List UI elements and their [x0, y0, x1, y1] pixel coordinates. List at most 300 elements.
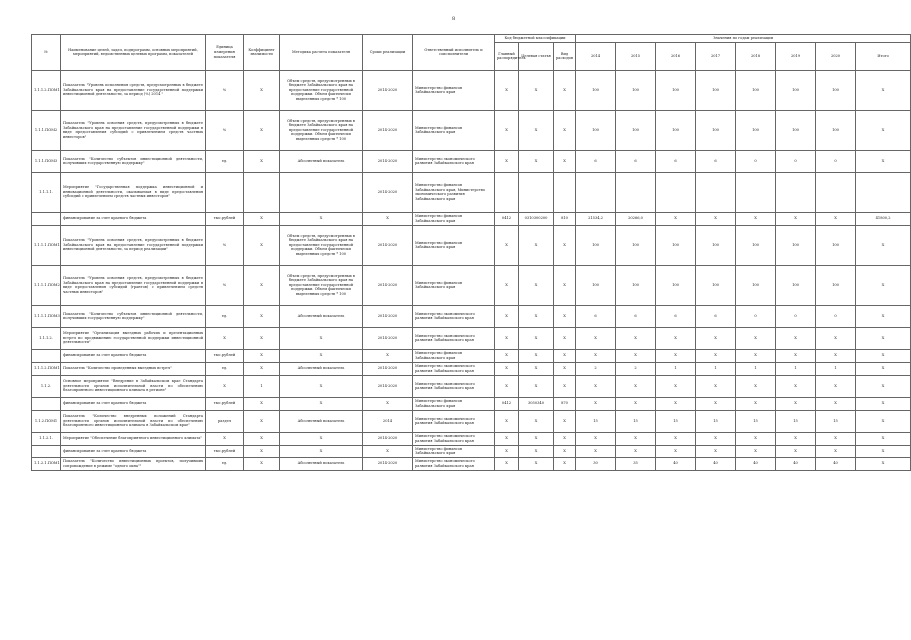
row-unit: тыс.рублей — [206, 349, 244, 362]
program-table — [31, 34, 911, 471]
row-deadline: Х — [363, 397, 413, 410]
row-name: Показатель "Уровень освоения средств, предусмотренных в бюджете Забайкальского края на предоставление государственной поддержки в виде предоставления субсидий (грантов) с привлечением средств частных инвесторов" — [61, 265, 206, 305]
row-value-2020: Х — [816, 445, 856, 457]
row-value-2016: 40 — [656, 457, 696, 470]
row-value-2017: Х — [696, 397, 736, 410]
row-value-2020: Х — [816, 397, 856, 410]
row-method: Абсолютный показатель — [280, 362, 363, 375]
row-method: Объем средств, предусмотренных в бюджете Забайкальского края на предоставление государственной поддержки. Объем фактически выделенных средств * 100 — [280, 225, 363, 265]
row-total: Х — [856, 349, 911, 362]
row-number: 1.1.1.2.ПОМ1 — [32, 70, 61, 110]
table-row — [32, 305, 911, 327]
table-row — [32, 150, 911, 172]
row-name: Мероприятие "Обеспечение благоприятного инвестиционного климата" — [61, 432, 206, 445]
row-value-2018: Х — [736, 327, 776, 349]
row-coef — [244, 172, 280, 212]
row-kbk-target: Х — [519, 70, 554, 110]
row-value-2018: 100 — [736, 225, 776, 265]
row-kbk-ministry: Х — [495, 150, 519, 172]
row-name: финансирование за счет краевого бюджета — [61, 212, 206, 225]
row-name: Показатель "Количество внедренных положений Стандарта деятельности органов исполнительной власти по обеспечению благоприятного инвестиционного климата в Забайкальском крае" — [61, 410, 206, 432]
table-row — [32, 457, 911, 470]
row-kbk-ministry: Х — [495, 265, 519, 305]
row-value-2014 — [576, 172, 616, 212]
row-total: Х — [856, 410, 911, 432]
row-number — [32, 445, 61, 457]
row-value-2014: 100 — [576, 70, 616, 110]
row-number: 1.1.2. — [32, 375, 61, 397]
row-number: 1.1.1.1. — [32, 172, 61, 212]
row-method: Абсолютный показатель — [280, 410, 363, 432]
row-number — [32, 212, 61, 225]
row-kbk-type: Х — [554, 410, 576, 432]
row-method: Х — [280, 432, 363, 445]
row-value-2018: 100 — [736, 265, 776, 305]
row-value-2015: 35 — [616, 457, 656, 470]
row-value-2019: Х — [776, 327, 816, 349]
row-deadline: 2014-2020 — [363, 432, 413, 445]
row-kbk-target: 3050340 — [519, 397, 554, 410]
table-row — [32, 445, 911, 457]
row-value-2014: Х — [576, 375, 616, 397]
row-value-2018: Х — [736, 212, 776, 225]
row-number: 1.1.1.ПОМ2 — [32, 110, 61, 150]
row-kbk-ministry: Х — [495, 349, 519, 362]
table-row — [32, 375, 911, 397]
row-value-2019: 0 — [776, 305, 816, 327]
row-unit: % — [206, 225, 244, 265]
row-value-2014: Х — [576, 327, 616, 349]
row-deadline: 2014-2020 — [363, 327, 413, 349]
row-total: Х — [856, 110, 911, 150]
row-responsible: Министерство финансов Забайкальского края — [413, 70, 495, 110]
row-value-2017: Х — [696, 212, 736, 225]
row-coef: Х — [244, 410, 280, 432]
row-unit: раздел — [206, 410, 244, 432]
row-value-2017: Х — [696, 349, 736, 362]
row-value-2017: Х — [696, 375, 736, 397]
row-total: Х — [856, 375, 911, 397]
row-name: Показатель "Уровень освоения средств, предусмотренных в бюджете Забайкальского края на предоставление государственной поддержки инвестиционной деятельности, за период реализации" — [61, 225, 206, 265]
row-value-2015: Х — [616, 445, 656, 457]
table-row — [32, 397, 911, 410]
row-value-2016: Х — [656, 445, 696, 457]
row-name: Показатель "Уровень освоения средств, предусмотренных в бюджете Забайкальского края на предоставление государственной поддержки в виде предоставления субсидий с привлечением средств частных инвесторов" — [61, 110, 206, 150]
table-row — [32, 349, 911, 362]
row-value-2016: Х — [656, 397, 696, 410]
row-deadline: Х — [363, 349, 413, 362]
row-value-2016: 6 — [656, 150, 696, 172]
row-value-2018: 1 — [736, 362, 776, 375]
row-kbk-target: Х — [519, 150, 554, 172]
row-value-2014: 100 — [576, 265, 616, 305]
row-responsible: Министерство экономического развития Забайкальского края — [413, 375, 495, 397]
row-name: Мероприятие "Государственная поддержка инвестиционной и инновационной деятельности, оказываемая в виде предоставления субсидий с привлечением средств частных инвесторов" — [61, 172, 206, 212]
row-value-2017: 100 — [696, 265, 736, 305]
row-deadline: 2014-2020 — [363, 150, 413, 172]
row-value-2014: 21534,2 — [576, 212, 616, 225]
row-deadline: 2014-2020 — [363, 457, 413, 470]
row-value-2014: Х — [576, 445, 616, 457]
header-unit: Единица измерения показателя — [206, 35, 244, 71]
row-kbk-target: Х — [519, 265, 554, 305]
row-kbk-type: Х — [554, 432, 576, 445]
row-value-2016: Х — [656, 349, 696, 362]
row-method: Х — [280, 212, 363, 225]
row-kbk-target: Х — [519, 457, 554, 470]
row-value-2014: Х — [576, 349, 616, 362]
header-responsible: Ответственный исполнитель и соисполнители — [413, 35, 495, 71]
row-deadline: 2014-2020 — [363, 70, 413, 110]
row-value-2014: 30 — [576, 457, 616, 470]
row-number — [32, 349, 61, 362]
row-name: Показатель "Количество проведенных выездных встреч" — [61, 362, 206, 375]
row-kbk-ministry: Х — [495, 410, 519, 432]
row-value-2015: 6 — [616, 305, 656, 327]
row-coef: Х — [244, 150, 280, 172]
row-kbk-type: Х — [554, 225, 576, 265]
row-value-2015: 100 — [616, 70, 656, 110]
header-kbk-group: Код бюджетной классификации — [495, 35, 576, 43]
row-kbk-target: Х — [519, 225, 554, 265]
row-responsible: Министерство финансов Забайкальского края — [413, 225, 495, 265]
row-kbk-ministry: 0412 — [495, 397, 519, 410]
row-responsible: Министерство экономического развития Забайкальского края — [413, 150, 495, 172]
row-value-2019: 100 — [776, 70, 816, 110]
row-value-2016: 1 — [656, 362, 696, 375]
row-coef: Х — [244, 225, 280, 265]
row-value-2016: Х — [656, 212, 696, 225]
row-total — [856, 172, 911, 212]
row-value-2018: 15 — [736, 410, 776, 432]
row-name: Основное мероприятие "Внедрение в Забайкальском крае Стандарта деятельности органов исполнительной власти по обеспечению благоприятного инвестиционного климата в регионе" — [61, 375, 206, 397]
row-unit: % — [206, 110, 244, 150]
row-value-2015: 15 — [616, 410, 656, 432]
row-value-2018: Х — [736, 397, 776, 410]
row-kbk-target: 0310300200 — [519, 212, 554, 225]
row-name: Показатель "Количество инвестиционных проектов, получивших сопровождение в режиме "одного окна"" — [61, 457, 206, 470]
row-value-2014: 100 — [576, 110, 616, 150]
row-kbk-ministry: Х — [495, 70, 519, 110]
row-value-2019: 100 — [776, 265, 816, 305]
row-value-2017: 100 — [696, 225, 736, 265]
row-coef: Х — [244, 432, 280, 445]
table-row — [32, 327, 911, 349]
row-value-2020: 100 — [816, 265, 856, 305]
row-value-2020: 0 — [816, 150, 856, 172]
header-kbk-2: Вид расходов — [554, 42, 576, 70]
row-coef: Х — [244, 265, 280, 305]
row-value-2017: 100 — [696, 110, 736, 150]
row-kbk-type: Х — [554, 265, 576, 305]
row-deadline: 2014 — [363, 410, 413, 432]
row-value-2019: Х — [776, 349, 816, 362]
row-kbk-target: Х — [519, 432, 554, 445]
row-responsible: Министерство финансов Забайкальского края, Министерство экономического развития Забайкальского края — [413, 172, 495, 212]
header-method: Методика расчета показателя — [280, 35, 363, 71]
row-responsible: Министерство финансов Забайкальского края — [413, 445, 495, 457]
row-total: Х — [856, 432, 911, 445]
row-value-2018: 0 — [736, 305, 776, 327]
row-kbk-type: 810 — [554, 212, 576, 225]
row-responsible: Министерство финансов Забайкальского края — [413, 212, 495, 225]
row-number: 1.1.1.2.ПОМ1 — [32, 362, 61, 375]
row-responsible: Министерство финансов Забайкальского края — [413, 397, 495, 410]
row-value-2017: 6 — [696, 150, 736, 172]
header-total: Итого — [856, 42, 911, 70]
row-responsible: Министерство экономического развития Забайкальского края — [413, 410, 495, 432]
row-kbk-type: Х — [554, 327, 576, 349]
row-total: Х — [856, 305, 911, 327]
row-unit: % — [206, 265, 244, 305]
row-kbk-ministry: Х — [495, 445, 519, 457]
row-kbk-type: Х — [554, 362, 576, 375]
table-row — [32, 172, 911, 212]
row-value-2016 — [656, 172, 696, 212]
row-value-2017: Х — [696, 432, 736, 445]
header-year-2017: 2017 — [696, 42, 736, 70]
row-value-2014: 15 — [576, 410, 616, 432]
row-value-2018: Х — [736, 432, 776, 445]
row-coef: Х — [244, 349, 280, 362]
row-coef: Х — [244, 362, 280, 375]
row-kbk-ministry — [495, 172, 519, 212]
header-year-2020: 2020 — [816, 42, 856, 70]
row-value-2018: 40 — [736, 457, 776, 470]
row-value-2014: Х — [576, 432, 616, 445]
row-value-2017: 1 — [696, 362, 736, 375]
row-method: Абсолютный показатель — [280, 457, 363, 470]
row-value-2019: Х — [776, 397, 816, 410]
row-value-2019: Х — [776, 432, 816, 445]
row-coef: 1 — [244, 375, 280, 397]
row-deadline: 2014-2020 — [363, 172, 413, 212]
row-value-2015: 100 — [616, 265, 656, 305]
row-value-2015: 100 — [616, 110, 656, 150]
row-value-2018: 0 — [736, 150, 776, 172]
row-responsible: Министерство экономического развития Забайкальского края — [413, 362, 495, 375]
row-kbk-target: Х — [519, 305, 554, 327]
row-number: 1.1.1.ПОМ3 — [32, 150, 61, 172]
header-kbk-0: Главный распорядитель — [495, 42, 519, 70]
row-value-2016: 15 — [656, 410, 696, 432]
row-kbk-type — [554, 172, 576, 212]
row-responsible: Министерство финансов Забайкальского края — [413, 265, 495, 305]
header-year-2018: 2018 — [736, 42, 776, 70]
row-number: 1.1.2.1. — [32, 432, 61, 445]
row-value-2018: Х — [736, 375, 776, 397]
row-method: Х — [280, 327, 363, 349]
row-method: Объем средств, предусмотренных в бюджете Забайкальского края на предоставление государственной поддержки. Объем фактически выделенных средств * 100 — [280, 265, 363, 305]
row-total: Х — [856, 362, 911, 375]
header-coef: Коэффициент значимости — [244, 35, 280, 71]
row-value-2016: 100 — [656, 265, 696, 305]
row-value-2019: Х — [776, 445, 816, 457]
row-name: Показатель "Уровень исполнения средств, предусмотренных в бюджете Забайкальского края на предоставление государственной поддержки инвестиционной деятельности, за период (%) 2014 " — [61, 70, 206, 110]
row-kbk-ministry: Х — [495, 432, 519, 445]
row-method: Х — [280, 445, 363, 457]
row-responsible: Министерство экономического развития Забайкальского края — [413, 327, 495, 349]
row-kbk-ministry: 0412 — [495, 212, 519, 225]
row-value-2020 — [816, 172, 856, 212]
row-value-2020: Х — [816, 375, 856, 397]
row-value-2019: Х — [776, 212, 816, 225]
row-value-2019: 15 — [776, 410, 816, 432]
row-total: Х — [856, 265, 911, 305]
row-value-2014: 100 — [576, 225, 616, 265]
row-kbk-target: Х — [519, 375, 554, 397]
row-value-2018: 100 — [736, 70, 776, 110]
row-value-2015: 6 — [616, 150, 656, 172]
row-value-2020: Х — [816, 212, 856, 225]
row-value-2014: 2 — [576, 362, 616, 375]
header-name: Наименование целей, задач, подпрограмм, основных мероприятий, мероприятий, ведомственных целевых программ, показателей — [61, 35, 206, 71]
row-deadline: 2014-2020 — [363, 265, 413, 305]
row-kbk-type: Х — [554, 305, 576, 327]
row-value-2018: 100 — [736, 110, 776, 150]
row-value-2020: 0 — [816, 305, 856, 327]
row-kbk-type: Х — [554, 150, 576, 172]
row-value-2020: Х — [816, 432, 856, 445]
row-value-2020: 1 — [816, 362, 856, 375]
row-method: Объем средств, предусмотренных в бюджете Забайкальского края на предоставление государственной поддержки. Объем фактически выделенных средств * 100 — [280, 70, 363, 110]
row-unit: % — [206, 70, 244, 110]
row-kbk-target: Х — [519, 110, 554, 150]
row-coef: Х — [244, 445, 280, 457]
row-number: 1.1.1.1.ПОМ3 — [32, 305, 61, 327]
row-responsible: Министерство финансов Забайкальского края — [413, 110, 495, 150]
row-value-2019: 100 — [776, 225, 816, 265]
row-name: Показатель "Количество субъектов инвестиционной деятельности, получивших государственную поддержку" — [61, 150, 206, 172]
row-value-2020: 100 — [816, 110, 856, 150]
table-row — [32, 225, 911, 265]
row-unit: тыс.рублей — [206, 212, 244, 225]
row-total: Х — [856, 150, 911, 172]
row-value-2016: 100 — [656, 110, 696, 150]
row-responsible: Министерство финансов Забайкальского края — [413, 349, 495, 362]
row-kbk-target — [519, 172, 554, 212]
row-kbk-type: Х — [554, 445, 576, 457]
row-kbk-ministry: Х — [495, 457, 519, 470]
row-total: Х — [856, 225, 911, 265]
row-coef: Х — [244, 70, 280, 110]
row-number: 1.1.1.1.ПОМ1 — [32, 225, 61, 265]
row-value-2014: 6 — [576, 150, 616, 172]
row-value-2016: 6 — [656, 305, 696, 327]
row-unit: ед. — [206, 457, 244, 470]
row-value-2018: Х — [736, 349, 776, 362]
row-total: Х — [856, 397, 911, 410]
row-value-2016: 100 — [656, 70, 696, 110]
row-kbk-type: Х — [554, 110, 576, 150]
row-name: финансирование за счет краевого бюджета — [61, 397, 206, 410]
header-year-2014: 2014 — [576, 42, 616, 70]
table-row — [32, 70, 911, 110]
row-kbk-target: Х — [519, 445, 554, 457]
row-deadline: 2014-2020 — [363, 110, 413, 150]
row-kbk-ministry: Х — [495, 327, 519, 349]
row-value-2019: 0 — [776, 150, 816, 172]
row-kbk-target: Х — [519, 349, 554, 362]
row-number: 1.1.2.1.ПОМ1 — [32, 457, 61, 470]
row-coef: Х — [244, 110, 280, 150]
row-value-2014: 6 — [576, 305, 616, 327]
header-num: № — [32, 35, 61, 71]
row-number: 1.1.1.1.ПОМ2 — [32, 265, 61, 305]
row-responsible: Министерство экономического развития Забайкальского края — [413, 457, 495, 470]
row-value-2015: 2 — [616, 362, 656, 375]
row-kbk-type: Х — [554, 375, 576, 397]
row-coef: Х — [244, 305, 280, 327]
row-value-2017: 40 — [696, 457, 736, 470]
row-value-2020: 100 — [816, 225, 856, 265]
row-deadline: Х — [363, 212, 413, 225]
row-kbk-type: Х — [554, 457, 576, 470]
row-kbk-type: Х — [554, 70, 576, 110]
row-total: Х — [856, 445, 911, 457]
row-coef: Х — [244, 457, 280, 470]
row-name: финансирование за счет краевого бюджета — [61, 349, 206, 362]
header-deadline: Сроки реализации — [363, 35, 413, 71]
row-method: Х — [280, 397, 363, 410]
row-unit: ед. — [206, 362, 244, 375]
row-value-2017: Х — [696, 327, 736, 349]
row-total: Х — [856, 70, 911, 110]
row-unit: Х — [206, 432, 244, 445]
row-value-2017: 100 — [696, 70, 736, 110]
row-value-2015: Х — [616, 327, 656, 349]
header-year-2016: 2016 — [656, 42, 696, 70]
row-coef: Х — [244, 212, 280, 225]
row-value-2015: 100 — [616, 225, 656, 265]
header-values-group: Значения по годам реализации — [576, 35, 911, 43]
row-method: Х — [280, 349, 363, 362]
row-value-2016: Х — [656, 375, 696, 397]
row-unit — [206, 172, 244, 212]
row-kbk-type: Х — [554, 349, 576, 362]
row-value-2014: Х — [576, 397, 616, 410]
row-value-2018 — [736, 172, 776, 212]
table-row — [32, 212, 911, 225]
row-value-2017: 6 — [696, 305, 736, 327]
row-unit: ед. — [206, 150, 244, 172]
row-value-2015: 20266,0 — [616, 212, 656, 225]
table-row — [32, 432, 911, 445]
table-row — [32, 110, 911, 150]
row-name: финансирование за счет краевого бюджета — [61, 445, 206, 457]
row-total: Х — [856, 327, 911, 349]
row-kbk-ministry: Х — [495, 305, 519, 327]
row-value-2020: Х — [816, 327, 856, 349]
row-number: 1.1.2.ПОМ1 — [32, 410, 61, 432]
row-kbk-ministry: Х — [495, 110, 519, 150]
row-unit: ед. — [206, 305, 244, 327]
row-coef: Х — [244, 327, 280, 349]
row-deadline: Х — [363, 445, 413, 457]
row-value-2017: 15 — [696, 410, 736, 432]
row-value-2020: 100 — [816, 70, 856, 110]
row-kbk-target: Х — [519, 327, 554, 349]
page-number: 8 — [452, 16, 456, 22]
header-kbk-1: Целевая статья — [519, 42, 554, 70]
row-value-2019: Х — [776, 375, 816, 397]
row-value-2019: 40 — [776, 457, 816, 470]
row-total: 41800,2 — [856, 212, 911, 225]
row-value-2017 — [696, 172, 736, 212]
row-kbk-target: Х — [519, 362, 554, 375]
header-year-2015: 2015 — [616, 42, 656, 70]
row-name: Мероприятие "Организация выездных рабочих и презентационных встреч по продвижению государственной поддержки инвестиционной деятельности" — [61, 327, 206, 349]
